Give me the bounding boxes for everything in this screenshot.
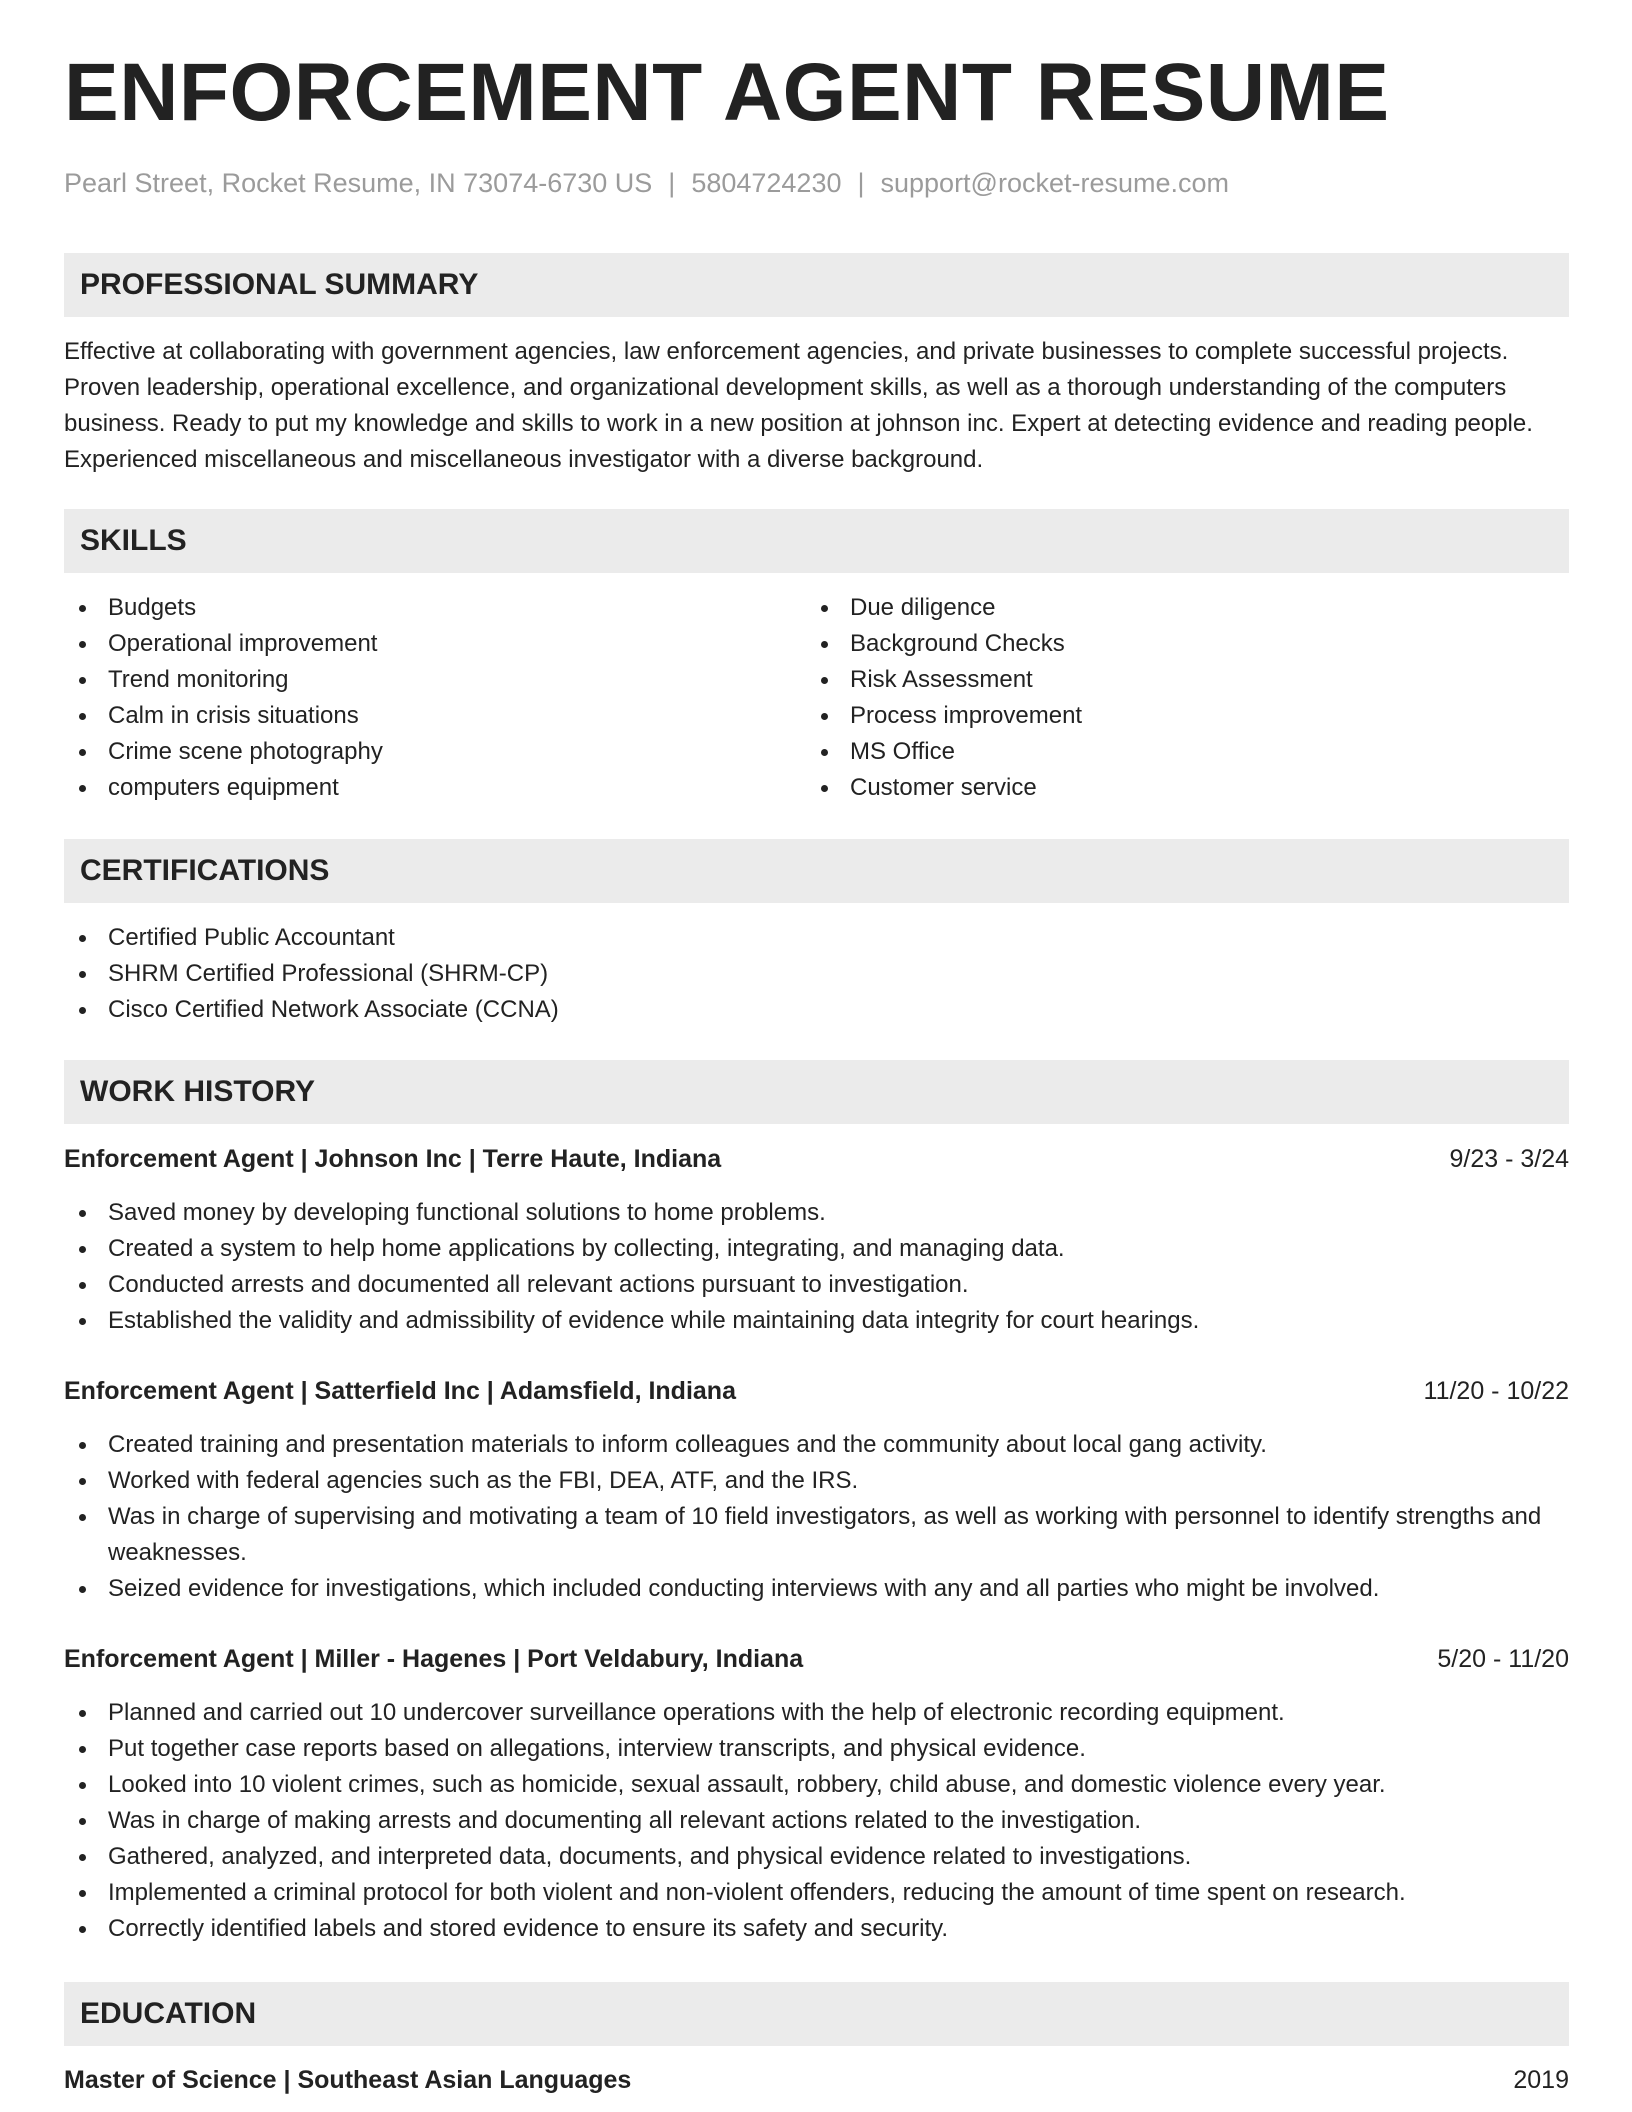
job-dates: 11/20 - 10/22 <box>1423 1377 1569 1405</box>
job-bullets <box>64 1427 1569 1607</box>
job-bullets <box>64 1695 1569 1947</box>
skill-item: Operational improvement <box>64 626 764 662</box>
certifications-list <box>64 920 1569 1028</box>
certification-item: Cisco Certified Network Associate (CCNA) <box>64 992 1569 1028</box>
work-section-header <box>64 1060 1569 1124</box>
certification-item: SHRM Certified Professional (SHRM-CP) <box>64 956 1569 992</box>
job-bullet: Put together case reports based on allegations, interview transcripts, and physical evidence. <box>64 1731 1569 1767</box>
job-dates: 9/23 - 3/24 <box>1449 1145 1569 1173</box>
contact-line <box>64 168 1229 199</box>
skills-heading: SKILLS <box>80 524 187 557</box>
skill-item: Due diligence <box>806 590 1506 626</box>
job-bullet: Gathered, analyzed, and interpreted data, documents, and physical evidence related to investigations. <box>64 1839 1569 1875</box>
skills-section-header <box>64 509 1569 573</box>
skill-item: computers equipment <box>64 770 764 806</box>
job-bullet: Implemented a criminal protocol for both violent and non-violent offenders, reducing the amount of time spent on research. <box>64 1875 1569 1911</box>
skill-item: Customer service <box>806 770 1506 806</box>
contact-separator: | <box>857 168 865 198</box>
job-bullet: Worked with federal agencies such as the FBI, DEA, ATF, and the IRS. <box>64 1463 1569 1499</box>
summary-text: Effective at collaborating with government agencies, law enforcement agencies, and private businesses to complete successful projects. Proven leadership, operational excellence, and organizational development skills, as well as a thorough understanding of the computers business. Ready to put my knowledge and skills to work in a new position at johnson inc. Expert at detecting evidence and reading people. Experienced miscellaneous and miscellaneous investigator with a diverse background. <box>64 338 1533 473</box>
job-header <box>64 1373 1569 1409</box>
job-bullet: Planned and carried out 10 undercover surveillance operations with the help of electronic recording equipment. <box>64 1695 1569 1731</box>
education-entry <box>64 2062 1569 2098</box>
skill-item: Crime scene photography <box>64 734 764 770</box>
education-section-header <box>64 1982 1569 2046</box>
degree-title: Master of Science | Southeast Asian Languages <box>64 2066 632 2094</box>
job-bullet: Seized evidence for investigations, which included conducting interviews with any and all parties who might be involved. <box>64 1571 1569 1607</box>
job-bullet: Created training and presentation materials to inform colleagues and the community about local gang activity. <box>64 1427 1569 1463</box>
skills-list-left <box>64 590 764 806</box>
job-title: Enforcement Agent | Miller - Hagenes | Port Veldabury, Indiana <box>64 1645 804 1673</box>
job-title: Enforcement Agent | Satterfield Inc | Adamsfield, Indiana <box>64 1377 736 1405</box>
skill-item: Budgets <box>64 590 764 626</box>
certifications-heading: CERTIFICATIONS <box>80 854 330 887</box>
work-heading: WORK HISTORY <box>80 1075 316 1108</box>
skill-item: Background Checks <box>806 626 1506 662</box>
resume-title: ENFORCEMENT AGENT RESUME <box>64 47 1390 138</box>
job-bullet: Created a system to help home applications by collecting, integrating, and managing data. <box>64 1231 1569 1267</box>
job-bullet: Conducted arrests and documented all relevant actions pursuant to investigation. <box>64 1267 1569 1303</box>
certification-item: Certified Public Accountant <box>64 920 1569 956</box>
job-header <box>64 1141 1569 1177</box>
job-bullet: Established the validity and admissibility of evidence while maintaining data integrity for court hearings. <box>64 1303 1569 1339</box>
summary-section-header <box>64 253 1569 317</box>
contact-email: support@rocket-resume.com <box>880 168 1230 198</box>
skill-item: Calm in crisis situations <box>64 698 764 734</box>
job-bullet: Looked into 10 violent crimes, such as homicide, sexual assault, robbery, child abuse, and domestic violence every year. <box>64 1767 1569 1803</box>
certifications-section-header <box>64 839 1569 903</box>
summary-heading: PROFESSIONAL SUMMARY <box>80 268 479 301</box>
job-bullet: Correctly identified labels and stored evidence to ensure its safety and security. <box>64 1911 1569 1947</box>
job-bullet: Saved money by developing functional solutions to home problems. <box>64 1195 1569 1231</box>
skill-item: Risk Assessment <box>806 662 1506 698</box>
education-heading: EDUCATION <box>80 1997 257 2030</box>
skills-list-right <box>806 590 1506 806</box>
graduation-year: 2019 <box>1513 2066 1569 2094</box>
contact-separator: | <box>668 168 676 198</box>
job-dates: 5/20 - 11/20 <box>1437 1645 1569 1673</box>
contact-phone: 5804724230 <box>691 168 842 198</box>
job-header <box>64 1641 1569 1677</box>
job-bullets <box>64 1195 1569 1339</box>
job-title: Enforcement Agent | Johnson Inc | Terre Haute, Indiana <box>64 1145 722 1173</box>
job-bullet: Was in charge of making arrests and documenting all relevant actions related to the investigation. <box>64 1803 1569 1839</box>
job-bullet: Was in charge of supervising and motivating a team of 10 field investigators, as well as working with personnel to identify strengths and weaknesses. <box>64 1499 1569 1571</box>
contact-address: Pearl Street, Rocket Resume, IN 73074-6730 US <box>64 168 653 198</box>
skill-item: Trend monitoring <box>64 662 764 698</box>
skill-item: MS Office <box>806 734 1506 770</box>
skill-item: Process improvement <box>806 698 1506 734</box>
